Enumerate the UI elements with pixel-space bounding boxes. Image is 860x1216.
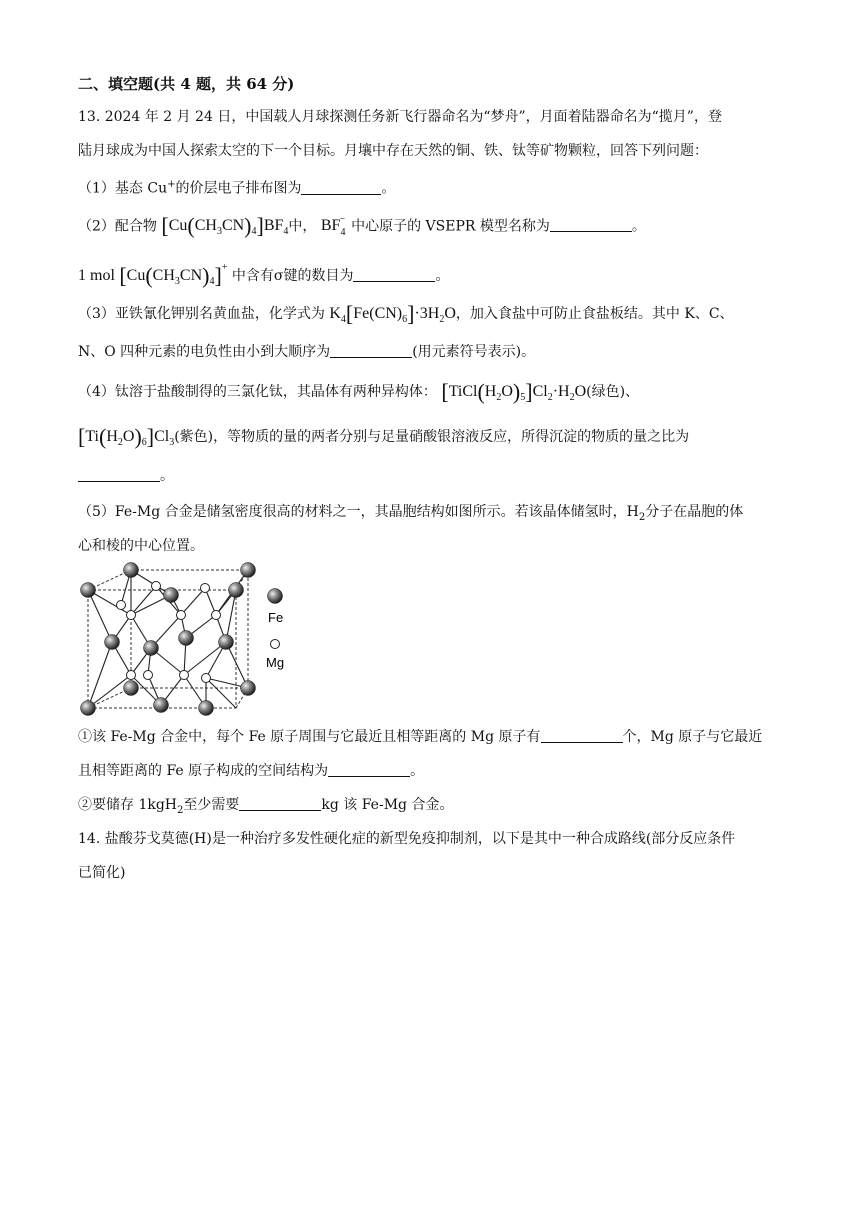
legend-mg-marker [271,640,280,649]
q13-part-2: （2）配合物 $[Cu(CH_3CN)_4]BF_4$中， $BF_4^-$ 中心原子的 VSEPR 模型名称为 。 [78,213,646,239]
q13-intro-line-1: 13. 2024 年 2 月 24 日，中国载人月球探测任务新飞行器命名为“梦舟”，月面着陆器命名为“揽月”，登 [78,109,722,125]
formula-cu-ch3cn4-bf4: $[Cu(CH_3CN)_4]BF_4$ [161,213,289,239]
q13-part-5-b: 心和棱的中心位置。 [78,538,204,554]
answer-blank[interactable] [330,343,412,358]
q13-part-3: （3）亚铁氰化钾别名黄血盐，化学式为 $K_4[Fe(CN)_6]\cdot 3H_2O$，加入食盐中可防止食盐板结。其中 K、C、 [78,301,734,326]
answer-blank[interactable] [328,762,410,777]
q13-part-3-b: N、O 四种元素的电负性由小到大顺序为 (用元素符号表示)。 [78,344,536,360]
answer-blank[interactable] [301,180,381,195]
q13-part-4-c: 。 [78,466,174,486]
q13-part-4-b: $[Ti(H_2O)_6]Cl_3$(紫色)，等物质的量的两者分别与足量硝酸银溶液反应，所得沉淀的物质的量之比为 [78,424,690,449]
answer-blank[interactable] [78,467,160,482]
answer-blank[interactable] [239,796,321,811]
formula-k4-fe-cn6: $K_4[Fe(CN)_6]\cdot 3H_2O$ [329,301,456,326]
formula-ti-h2o6-cl3: $[Ti(H_2O)_6]Cl_3$ [78,424,175,449]
q13-part-5: （5）Fe-Mg 合金是储氢密度很高的材料之一，其晶胞结构如图所示。若该晶体储氢时，$H_2$分子在晶胞的体 [78,504,744,523]
q13-sub-1-b: 且相等距离的 Fe 原子构成的空间结构为 。 [78,763,425,779]
formula-cu-ch3cn4-plus: $[Cu(CH_3CN)_4]^+$ [119,262,228,288]
q13-intro-line-2: 陆月球成为中国人探索太空的下一个目标。月壤中存在天然的铜、铁、钛等矿物颗粒，回答下列问题： [78,143,708,159]
q13-part-2-sigma: 1 mol $[Cu(CH_3CN)_4]^+$ 中含有σ键的数目为 。 [78,262,450,288]
q13-part-4: （4）钛溶于盐酸制得的三氯化钛，其晶体有两种异构体： $[TiCl(H_2O)_5]Cl_2\cdot H_2O$(绿色)、 [78,379,640,404]
legend-mg-label: Mg [266,655,285,670]
q14-line-2: 已简化) [78,865,126,881]
q13-sub-2: ②要储存 1kgH$_2$至少需要 kg 该 Fe-Mg 合金。 [78,797,454,816]
answer-blank[interactable] [550,217,632,232]
legend-fe-marker [268,589,283,604]
formula-bf4-minus: $BF_4^-$ [320,214,346,238]
answer-blank[interactable] [541,728,623,743]
section-title: 二、填空题(共 4 题，共 64 分) [78,75,295,93]
legend-fe-label: Fe [268,610,284,625]
formula-ticl-h2o5: $[TiCl(H_2O)_5]Cl_2\cdot H_2O$ [441,379,587,404]
crystal-cell-figure [76,560,296,720]
answer-blank[interactable] [353,267,435,282]
q13-sub-1: ①该 Fe-Mg 合金中，每个 Fe 原子周围与它最近且相等距离的 Mg 原子有 个，Mg 原子与它最近 [78,729,763,745]
q13-part-1: （1）基态 Cu+的价层电子排布图为 。 [78,179,396,197]
q14-line-1: 14. 盐酸芬戈莫德(H)是一种治疗多发性硬化症的新型免疫抑制剂，以下是其中一种合成路线(部分反应条件 [78,831,736,847]
